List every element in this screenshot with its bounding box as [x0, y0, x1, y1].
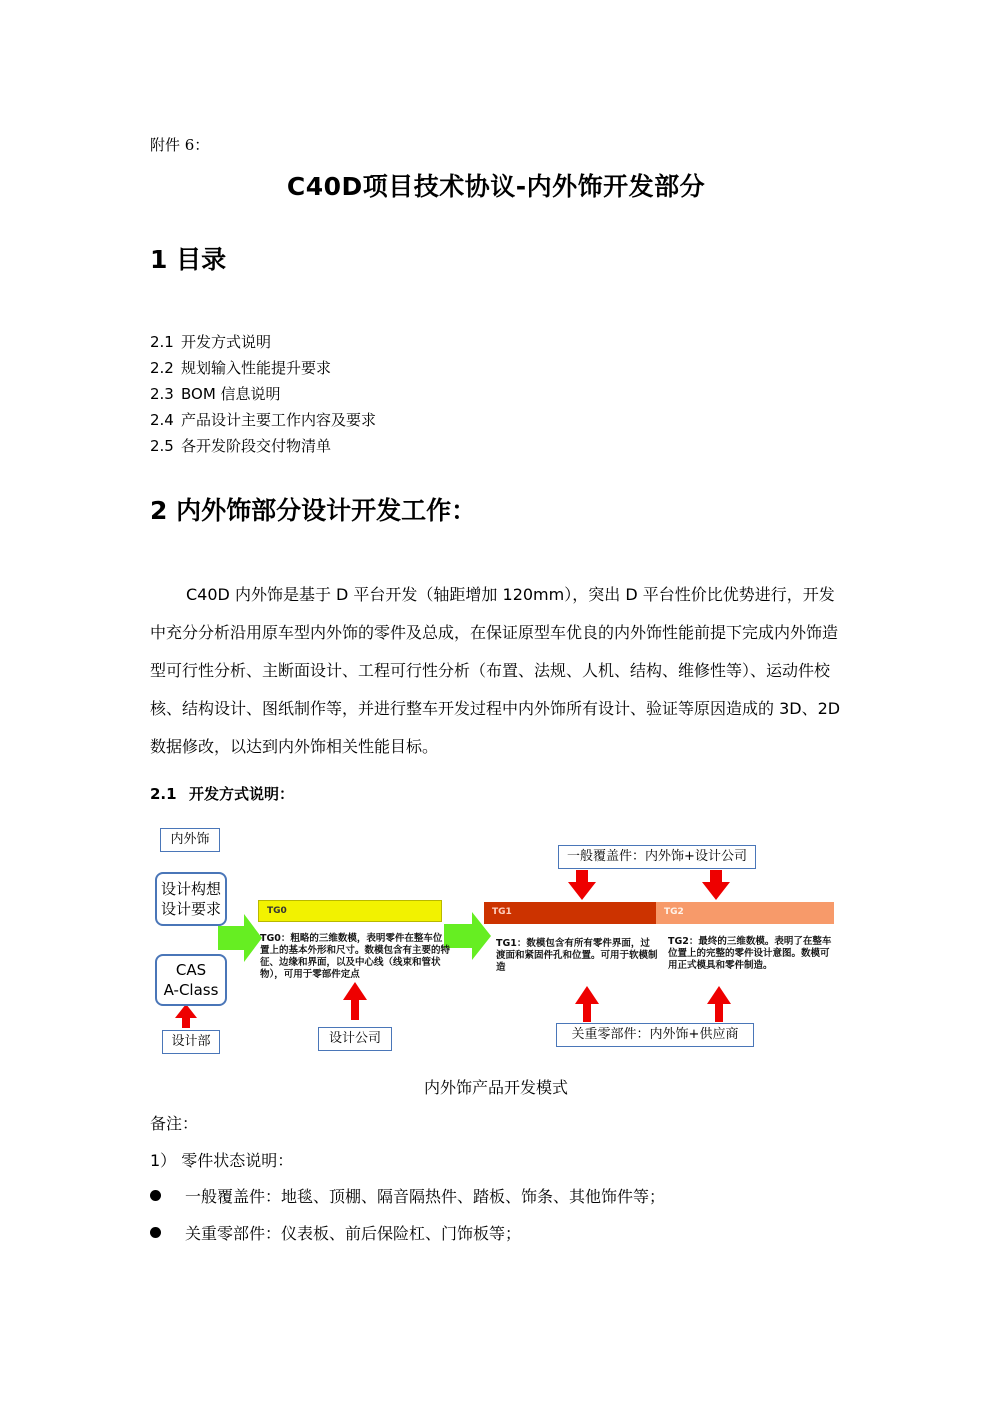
tg2-bar: TG2 — [656, 902, 834, 924]
bullet-item — [150, 1221, 521, 1244]
red-arrow-up-icon — [575, 986, 599, 1022]
toc-number: 2.4 — [150, 411, 174, 429]
cas-box: CAS A-Class — [155, 954, 227, 1006]
toc-text: BOM 信息说明 — [181, 385, 281, 403]
red-arrow-down-icon — [568, 870, 596, 900]
subsection-heading — [150, 783, 294, 804]
tg2-description: TG2：最终的三维数模。表明了在整车位置上的完整的零件设计意图。数模可用正式模具和零件制造。 — [668, 936, 832, 971]
section2-heading: 2 内外饰部分设计开发工作： — [150, 496, 477, 525]
diagram-caption: 内外饰产品开发模式 — [423, 1078, 568, 1097]
tg1-bar: TG1 — [484, 902, 656, 924]
toc-item[interactable] — [150, 355, 376, 381]
red-arrow-down-icon — [702, 870, 730, 900]
concept-box: 设计构想 设计要求 — [155, 872, 227, 926]
toc-item[interactable] — [150, 433, 376, 459]
tg0-description: TG0：粗略的三维数模，表明零件在整车位置上的基本外形和尺寸。数模包含有主要的特征、边缘和界面，以及中心线（线束和管状物），可用于零部件定点 — [260, 933, 451, 980]
toc-text: 开发方式说明 — [181, 333, 272, 351]
notes-label: 备注： — [150, 1114, 199, 1133]
notes-item-1: 1） 零件状态说明： — [150, 1151, 294, 1170]
red-arrow-up-icon — [175, 1004, 197, 1028]
key-parts-box: 关重零部件：内外饰+供应商 — [556, 1023, 754, 1047]
section2-paragraph: C40D 内外饰是基于 D 平台开发（轴距增加 120mm），突出 D 平台性价比优势进行，开发中充分分析沿用原车型内外饰的零件及总成，在保证原型车优良的内外饰性能前提下完成内外饰造型可行性分析、主断面设计、工程可行性分析（布置、法规、人机、结构、维修性等）、运动件校核、结构设计、图纸制作等，并进行整车开发过程中内外饰所有设计、验证等原因造成的 3D、2D 数据修改，以达到内外饰相关性能目标。 — [150, 585, 841, 756]
toc-number: 2.3 — [150, 385, 174, 403]
bullet-item — [150, 1184, 665, 1207]
document-title: C40D项目技术协议-内外饰开发部分 — [286, 172, 706, 201]
design-company-box: 设计公司 — [318, 1027, 392, 1051]
subsection-title: 开发方式说明： — [189, 785, 295, 803]
toc-number: 2.2 — [150, 359, 174, 377]
bullet-text: 一般覆盖件：地毯、顶棚、隔音隔热件、踏板、饰条、其他饰件等； — [185, 1187, 666, 1206]
input-box: 内外饰 — [160, 828, 220, 852]
general-parts-box: 一般覆盖件：内外饰+设计公司 — [558, 845, 756, 869]
design-dept-box: 设计部 — [162, 1030, 220, 1054]
toc-item[interactable] — [150, 407, 376, 433]
toc-number: 2.1 — [150, 333, 174, 351]
toc-text: 产品设计主要工作内容及要求 — [181, 411, 377, 429]
tg1-description: TG1：数模包含有所有零件界面，过渡面和紧固件孔和位置。可用于软模制造 — [496, 938, 658, 973]
bullet-text: 关重零部件：仪表板、前后保险杠、门饰板等； — [185, 1224, 522, 1243]
toc-number: 2.5 — [150, 437, 174, 455]
table-of-contents — [150, 329, 376, 459]
toc-text: 规划输入性能提升要求 — [181, 359, 332, 377]
red-arrow-up-icon — [707, 986, 731, 1022]
tg0-bar: TG0 — [258, 900, 442, 922]
toc-item[interactable] — [150, 329, 376, 355]
bullet-icon — [150, 1227, 161, 1238]
toc-item[interactable] — [150, 381, 376, 407]
subsection-number: 2.1 — [150, 785, 177, 803]
toc-text: 各开发阶段交付物清单 — [181, 437, 332, 455]
red-arrow-up-icon — [343, 982, 367, 1020]
attachment-label: 附件 6： — [150, 136, 210, 154]
development-mode-diagram — [150, 820, 850, 1060]
section1-heading: 1 目录 — [150, 245, 227, 274]
bullet-icon — [150, 1190, 161, 1201]
